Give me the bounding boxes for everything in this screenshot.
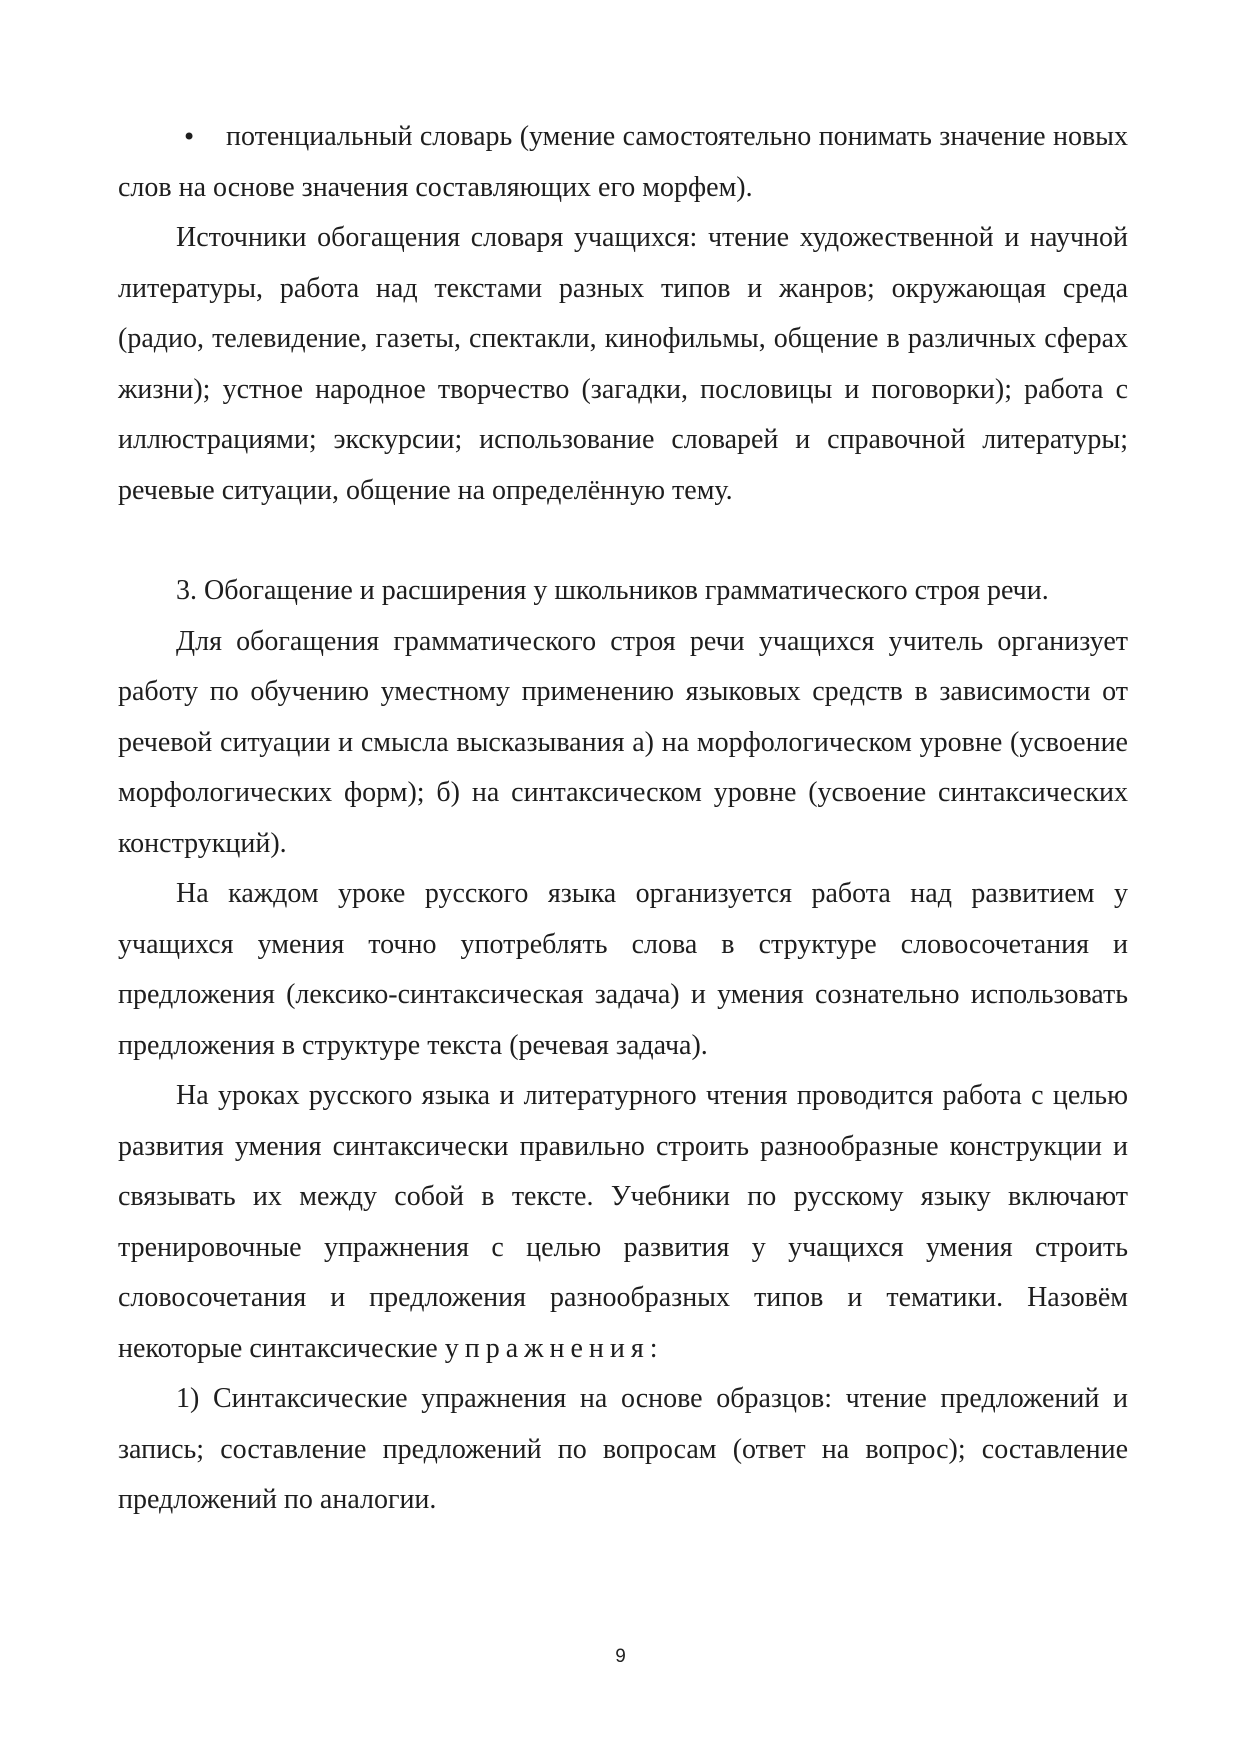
exercises-spaced-word: упражнения [444, 1332, 650, 1364]
lessons-intro-text: На уроках русского языка и литературного чтения проводится работа с целью развития умения синтаксически правильно строить разнообразные конструкции и связывать их между собой в тексте. Учебники по русскому языку включают тренировочные упражнения с целью развития у учащихся умения строить словосочетания и предложения разнообразных типов и тематики. Назовём некоторые синтаксические [118, 1080, 1128, 1364]
section-heading: 3. Обогащение и расширения у школьников грамматического строя речи. [176, 575, 1049, 606]
paragraph-exercise-1: 1) Синтаксические упражнения на основе образцов: чтение предложений и запись; составление предложений по вопросам (ответ на вопрос); составление предложений по аналогии. [118, 1383, 1128, 1515]
section-spacer [118, 516, 1128, 566]
page-number: 9 [615, 1646, 626, 1667]
paragraph-lessons-intro [118, 1071, 1128, 1374]
exercises-colon: : [649, 1332, 658, 1364]
paragraph-vocabulary-sources: Источники обогащения словаря учащихся: чтение художественной и научной литературы, работа над текстами разных типов и жанров; окружающая среда (радио, телевидение, газеты, спектакли, кинофильмы, общение в различных сферах жизни); устное народное творчество (загадки, пословицы и поговорки); работа с иллюстрациями; экскурсии; использование словарей и справочной литературы; речевые ситуации, общение на определённую тему. [118, 222, 1128, 506]
document-page [118, 112, 1128, 1526]
bullet-item-text: потенциальный словарь (умение самостоятельно понимать значение новых слов на основе значения составляющих его морфем). [118, 121, 1128, 203]
paragraph-grammar-work: Для обогащения грамматического строя речи учащихся учитель организует работу по обучению уместному применению языковых средств в зависимости от речевой ситуации и смысла высказывания а) на морфологическом уровне (усвоение морфологических форм); б) на синтаксическом уровне (усвоение синтаксических конструкций). [118, 625, 1128, 859]
paragraph-each-lesson: На каждом уроке русского языка организуется работа над развитием у учащихся умения точно употреблять слова в структуре словосочетания и предложения (лексико-синтаксическая задача) и умения сознательно использовать предложения в структуре текста (речевая задача). [118, 878, 1128, 1061]
bullet-list-item [118, 112, 1128, 213]
bullet-icon: • [182, 123, 197, 151]
